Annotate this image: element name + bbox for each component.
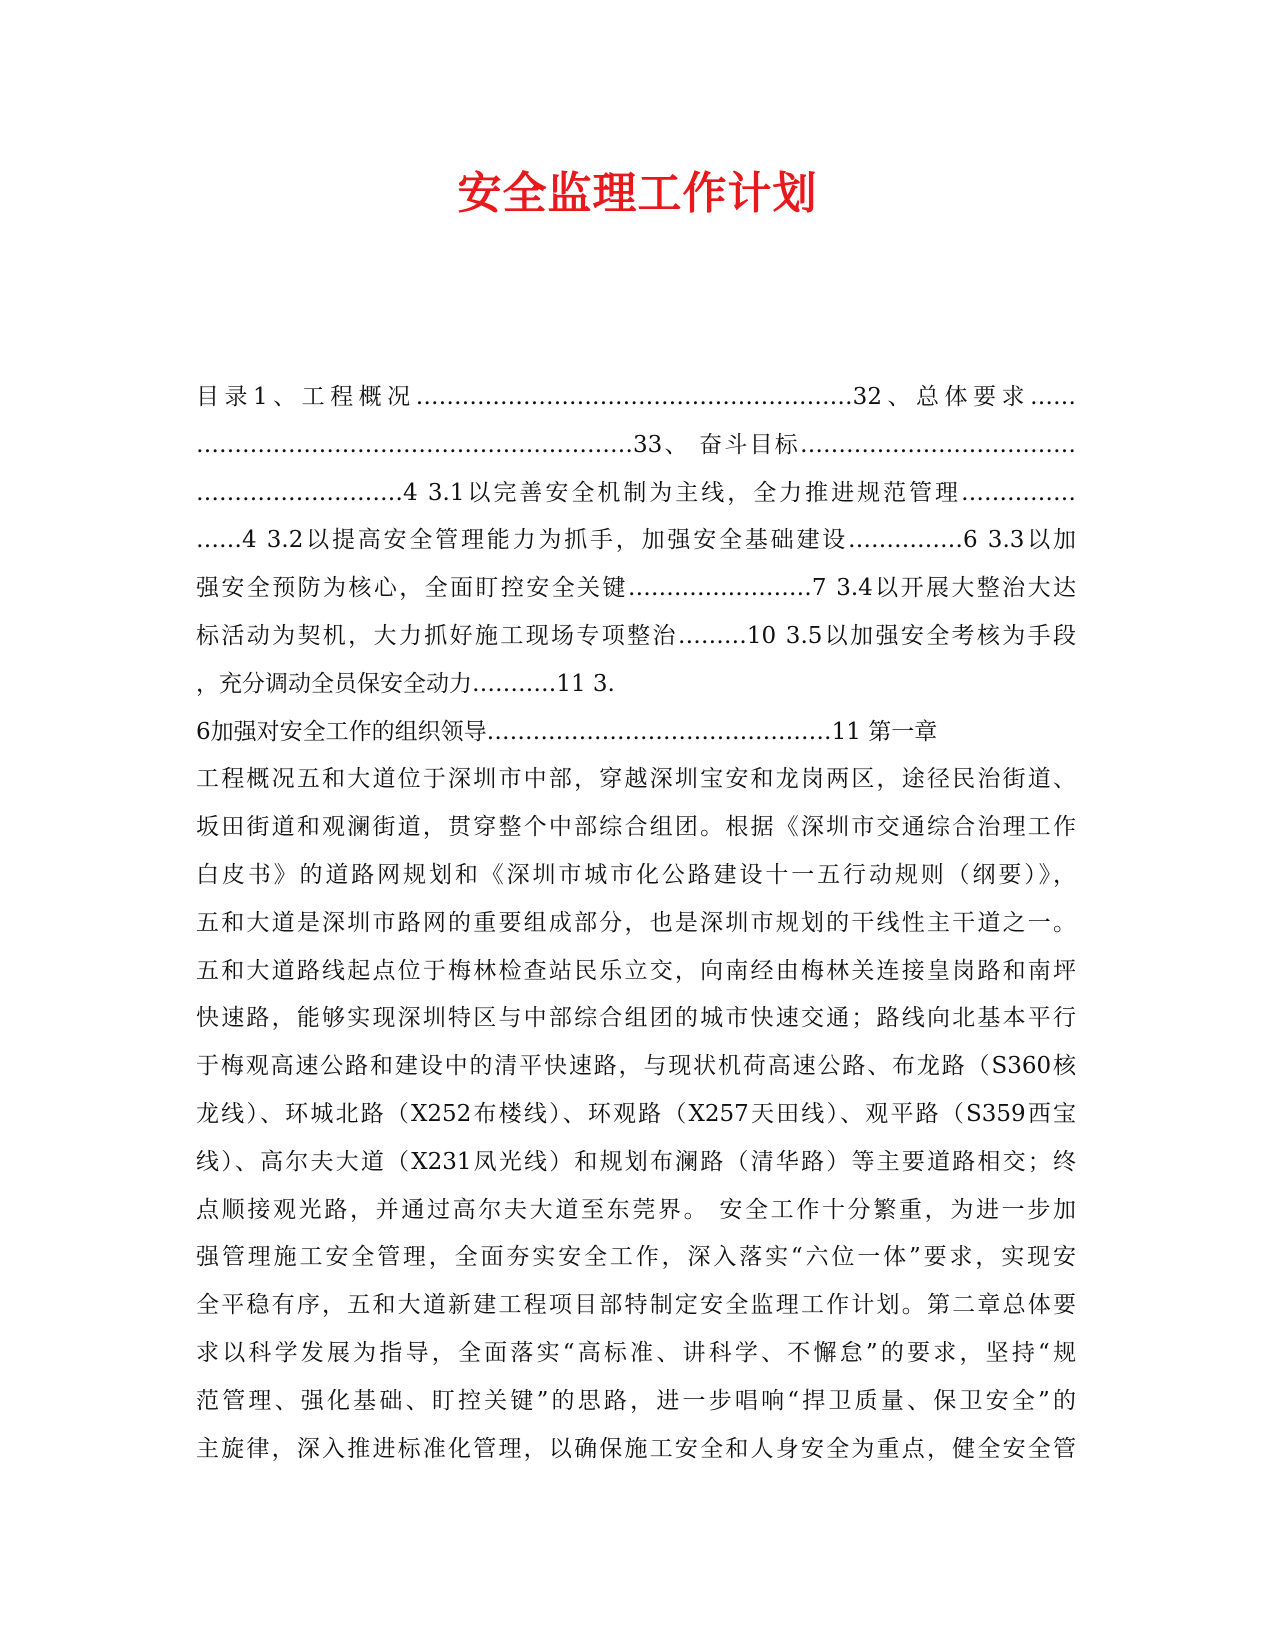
body-line: 范管理、强化基础、盯控关键”的思路，进一步唱响“捍卫质量、保卫安全”的 bbox=[196, 1387, 1076, 1414]
document-title: 安全监理工作计划 bbox=[457, 168, 818, 219]
body-line: 求以科学发展为指导，全面落实“高标准、讲科学、不懈怠”的要求，坚持“规 bbox=[196, 1339, 1076, 1366]
document-body bbox=[196, 374, 1076, 1473]
body-line: 6加强对安全工作的组织领导………………………………………11 第一章 bbox=[196, 718, 938, 745]
body-line: ……4 3.2以提高安全管理能力为抓手，加强安全基础建设……………6 3.3以加 bbox=[196, 527, 1076, 554]
body-line: …………………………………………………33、 奋斗目标……………………………… bbox=[196, 431, 1076, 458]
body-line: 坂田街道和观澜街道，贯穿整个中部综合组团。根据《深圳市交通综合治理工作 bbox=[196, 814, 1076, 841]
body-line: 全平稳有序，五和大道新建工程项目部特制定安全监理工作计划。第二章总体要 bbox=[196, 1292, 1076, 1319]
body-line: 线）、高尔夫大道（X231凤光线）和规划布澜路（清华路）等主要道路相交；终 bbox=[196, 1148, 1076, 1175]
body-line: 标活动为契机，大力抓好施工现场专项整治………10 3.5以加强安全考核为手段 bbox=[196, 622, 1076, 649]
body-line: 五和大道是深圳市路网的重要组成部分，也是深圳市规划的干线性主干道之一。 bbox=[196, 909, 1076, 936]
body-line: 主旋律，深入推进标准化管理，以确保施工安全和人身安全为重点，健全安全管 bbox=[196, 1435, 1076, 1462]
body-line: 强安全预防为核心，全面盯控安全关键……………………7 3.4以开展大整治大达 bbox=[196, 575, 1076, 602]
body-line: 快速路，能够实现深圳特区与中部综合组团的城市快速交通；路线向北基本平行 bbox=[196, 1005, 1076, 1032]
body-line: 强管理施工安全管理，全面夯实安全工作，深入落实“六位一体”要求，实现安 bbox=[196, 1244, 1076, 1271]
body-line: 点顺接观光路，并通过高尔夫大道至东莞界。 安全工作十分繁重，为进一步加 bbox=[196, 1196, 1076, 1223]
body-line: 白皮书》的道路网规划和《深圳市城市化公路建设十一五行动规则（纲要）》， bbox=[196, 861, 1076, 888]
body-line: 目录1、工程概况…………………………………………………32、总体要求…… bbox=[196, 384, 1076, 410]
body-line: ………………………4 3.1以完善安全机制为主线，全力推进规范管理…………… bbox=[196, 479, 1076, 506]
body-line: 工程概况五和大道位于深圳市中部，穿越深圳宝安和龙岗两区，途径民治街道、 bbox=[196, 766, 1076, 793]
body-line: ，充分调动全员保安全动力………‥11 3. bbox=[196, 670, 615, 697]
body-line: 龙线）、环城北路（X252布楼线）、环观路（X257天田线）、观平路（S359西宝 bbox=[196, 1100, 1076, 1127]
body-line: 于梅观高速公路和建设中的清平快速路，与现状机荷高速公路、布龙路（S360核 bbox=[196, 1053, 1076, 1080]
body-line: 五和大道路线起点位于梅林检查站民乐立交，向南经由梅林关连接皇岗路和南坪 bbox=[196, 957, 1076, 984]
